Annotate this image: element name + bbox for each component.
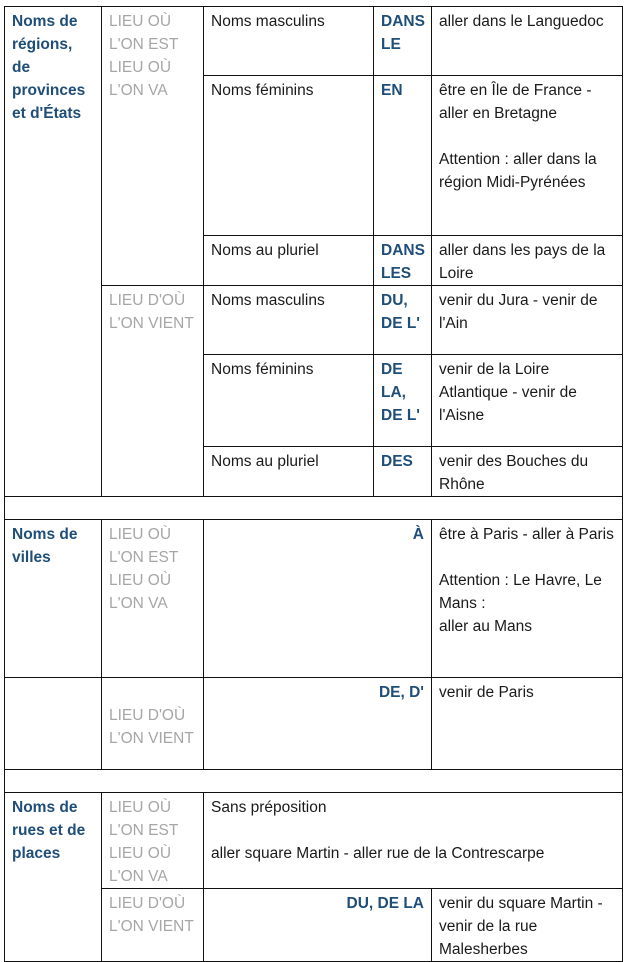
note: Attention : Le Havre, Le Mans :: [439, 572, 602, 612]
noun-type: Noms masculins: [204, 7, 374, 76]
example: aller dans les pays de la Loire: [432, 236, 623, 286]
note: aller au Mans: [439, 618, 533, 635]
lieu-ou-villes: LIEU OÙ L'ON EST LIEU OÙ L'ON VA: [102, 520, 204, 678]
noun-type: Noms au pluriel: [204, 236, 374, 286]
example: aller square Martin - aller rue de la Contrescarpe: [211, 845, 545, 862]
sans-preposition-cell: [204, 793, 623, 889]
example: venir de la Loire Atlantique - venir de l'Aisne: [432, 355, 623, 447]
spacer-row: [5, 770, 623, 793]
example: venir du Jura - venir de l'Ain: [432, 286, 623, 355]
note: Attention : aller dans la région Midi-Pyrénées: [439, 151, 597, 191]
prepositions-table: [4, 6, 623, 962]
lieu-dou-regions: LIEU D'OÙ L'ON VIENT: [102, 286, 204, 497]
sans-preposition: Sans préposition: [211, 799, 327, 816]
noun-type: Noms masculins: [204, 286, 374, 355]
category-rues: Noms de rues et de places: [5, 793, 102, 962]
example-with-note: [432, 76, 623, 236]
preposition: DES: [374, 447, 432, 497]
preposition: EN: [374, 76, 432, 236]
example: venir des Bouches du Rhône: [432, 447, 623, 497]
category-villes: Noms de villes: [5, 520, 102, 678]
lieu-dou-rues: LIEU D'OÙ L'ON VIENT: [102, 889, 204, 962]
preposition: À: [204, 520, 432, 678]
example: être à Paris - aller à Paris: [439, 526, 614, 543]
example: venir de Paris: [432, 678, 623, 770]
preposition: DE, D': [204, 678, 432, 770]
preposition: DANS LES: [374, 236, 432, 286]
noun-type: Noms féminins: [204, 355, 374, 447]
preposition: DANS LE: [374, 7, 432, 76]
lieu-dou-villes: LIEU D'OÙ L'ON VIENT: [102, 678, 204, 770]
preposition: DU, DE LA: [204, 889, 432, 962]
preposition: DU, DE L': [374, 286, 432, 355]
example: venir du square Martin - venir de la rue Malesherbes: [432, 889, 623, 962]
lieu-ou-rues: LIEU OÙ L'ON EST LIEU OÙ L'ON VA: [102, 793, 204, 889]
example-with-note: [432, 520, 623, 678]
noun-type: Noms féminins: [204, 76, 374, 236]
noun-type: Noms au pluriel: [204, 447, 374, 497]
example: aller dans le Languedoc: [432, 7, 623, 76]
lieu-ou-regions: LIEU OÙ L'ON EST LIEU OÙ L'ON VA: [102, 7, 204, 286]
category-regions: Noms de régions, de provinces et d'États: [5, 7, 102, 497]
empty-cell: [5, 678, 102, 770]
example: être en Île de France - aller en Bretagne: [439, 82, 592, 122]
spacer-row: [5, 497, 623, 520]
preposition: DE LA, DE L': [374, 355, 432, 447]
